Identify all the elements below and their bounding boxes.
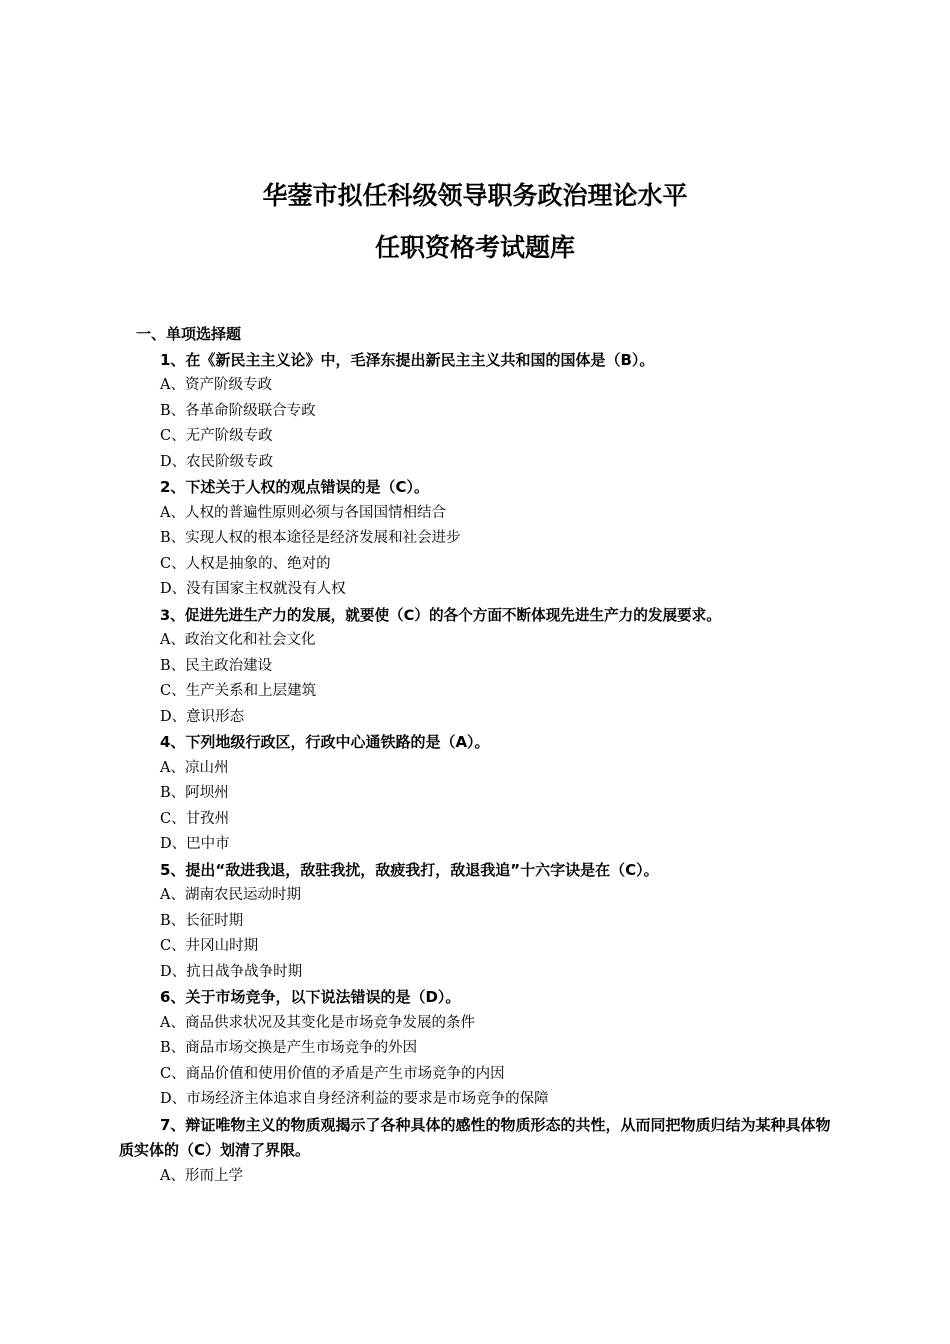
question-4: 4、下列地级行政区，行政中心通铁路的是（A）。 — [160, 733, 490, 751]
question-bank — [0, 322, 950, 1189]
question-6-option-d: D、市场经济主体追求自身经济利益的要求是市场竞争的保障 — [160, 1091, 549, 1107]
section-heading: 一、单项选择题 — [136, 325, 242, 343]
question-1-option-b: B、各革命阶级联合专政 — [160, 402, 316, 419]
question-7-option-a: A、形而上学 — [160, 1167, 243, 1184]
question-3-option-d: D、意识形态 — [160, 708, 245, 725]
question-2-option-b: B、实现人权的根本途径是经济发展和社会进步 — [160, 530, 461, 546]
question-6-option-b: B、商品市场交换是产生市场竞争的外因 — [160, 1040, 418, 1056]
question-5-option-d: D、抗日战争战争时期 — [160, 963, 303, 980]
question-5-option-a: A、湖南农民运动时期 — [160, 887, 301, 903]
question-4-option-b: B、阿坝州 — [160, 785, 229, 801]
question-3-option-a: A、政治文化和社会文化 — [160, 632, 316, 648]
question-4-option-c: C、甘孜州 — [160, 810, 230, 827]
question-1-option-d: D、农民阶级专政 — [160, 453, 274, 470]
question-2-option-a: A、人权的普遍性原则必须与各国国情相结合 — [160, 504, 446, 521]
question-6: 6、关于市场竞争，以下说法错误的是（D）。 — [160, 988, 461, 1006]
question-6-option-a: A、商品供求状况及其变化是市场竞争发展的条件 — [160, 1014, 475, 1031]
document-title-line-1: 华蓥市拟任科级领导职务政治理论水平 — [262, 181, 688, 210]
document-title-line-2: 任职资格考试题库 — [374, 233, 575, 262]
question-7 — [0, 1113, 950, 1164]
question-1: 1、在《新民主主义论》中，毛泽东提出新民主主义共和国的国体是（B）。 — [160, 350, 655, 369]
question-2: 2、下述关于人权的观点错误的是（C）。 — [160, 478, 429, 496]
question-7-text: 7、辩证唯物主义的物质观揭示了各种具体的感性的物质形态的共性，从而同把物质归结为某种具体物质实体的（C）划清了界限。 — [119, 1115, 831, 1159]
question-5: 5、提出“敌进我退，敌驻我扰，敌疲我打，敌退我追”十六字诀是在（C）。 — [160, 860, 659, 879]
question-1-option-c: C、无产阶级专政 — [160, 428, 273, 444]
question-4-option-d: D、巴中市 — [160, 836, 230, 852]
question-1-option-a: A、资产阶级专政 — [160, 377, 272, 393]
question-3-option-b: B、民主政治建设 — [160, 657, 273, 674]
question-3-option-c: C、生产关系和上层建筑 — [160, 683, 317, 699]
question-3: 3、促进先进生产力的发展，就要使（C）的各个方面不断体现先进生产力的发展要求。 — [160, 606, 721, 624]
question-6-option-c: C、商品价值和使用价值的矛盾是产生市场竞争的内因 — [160, 1065, 505, 1082]
question-2-option-c: C、人权是抽象的、绝对的 — [160, 555, 331, 572]
question-2-option-d: D、没有国家主权就没有人权 — [160, 581, 346, 597]
question-4-option-a: A、凉山州 — [160, 759, 229, 776]
question-5-option-b: B、长征时期 — [160, 912, 244, 929]
question-5-option-c: C、井冈山时期 — [160, 938, 259, 954]
